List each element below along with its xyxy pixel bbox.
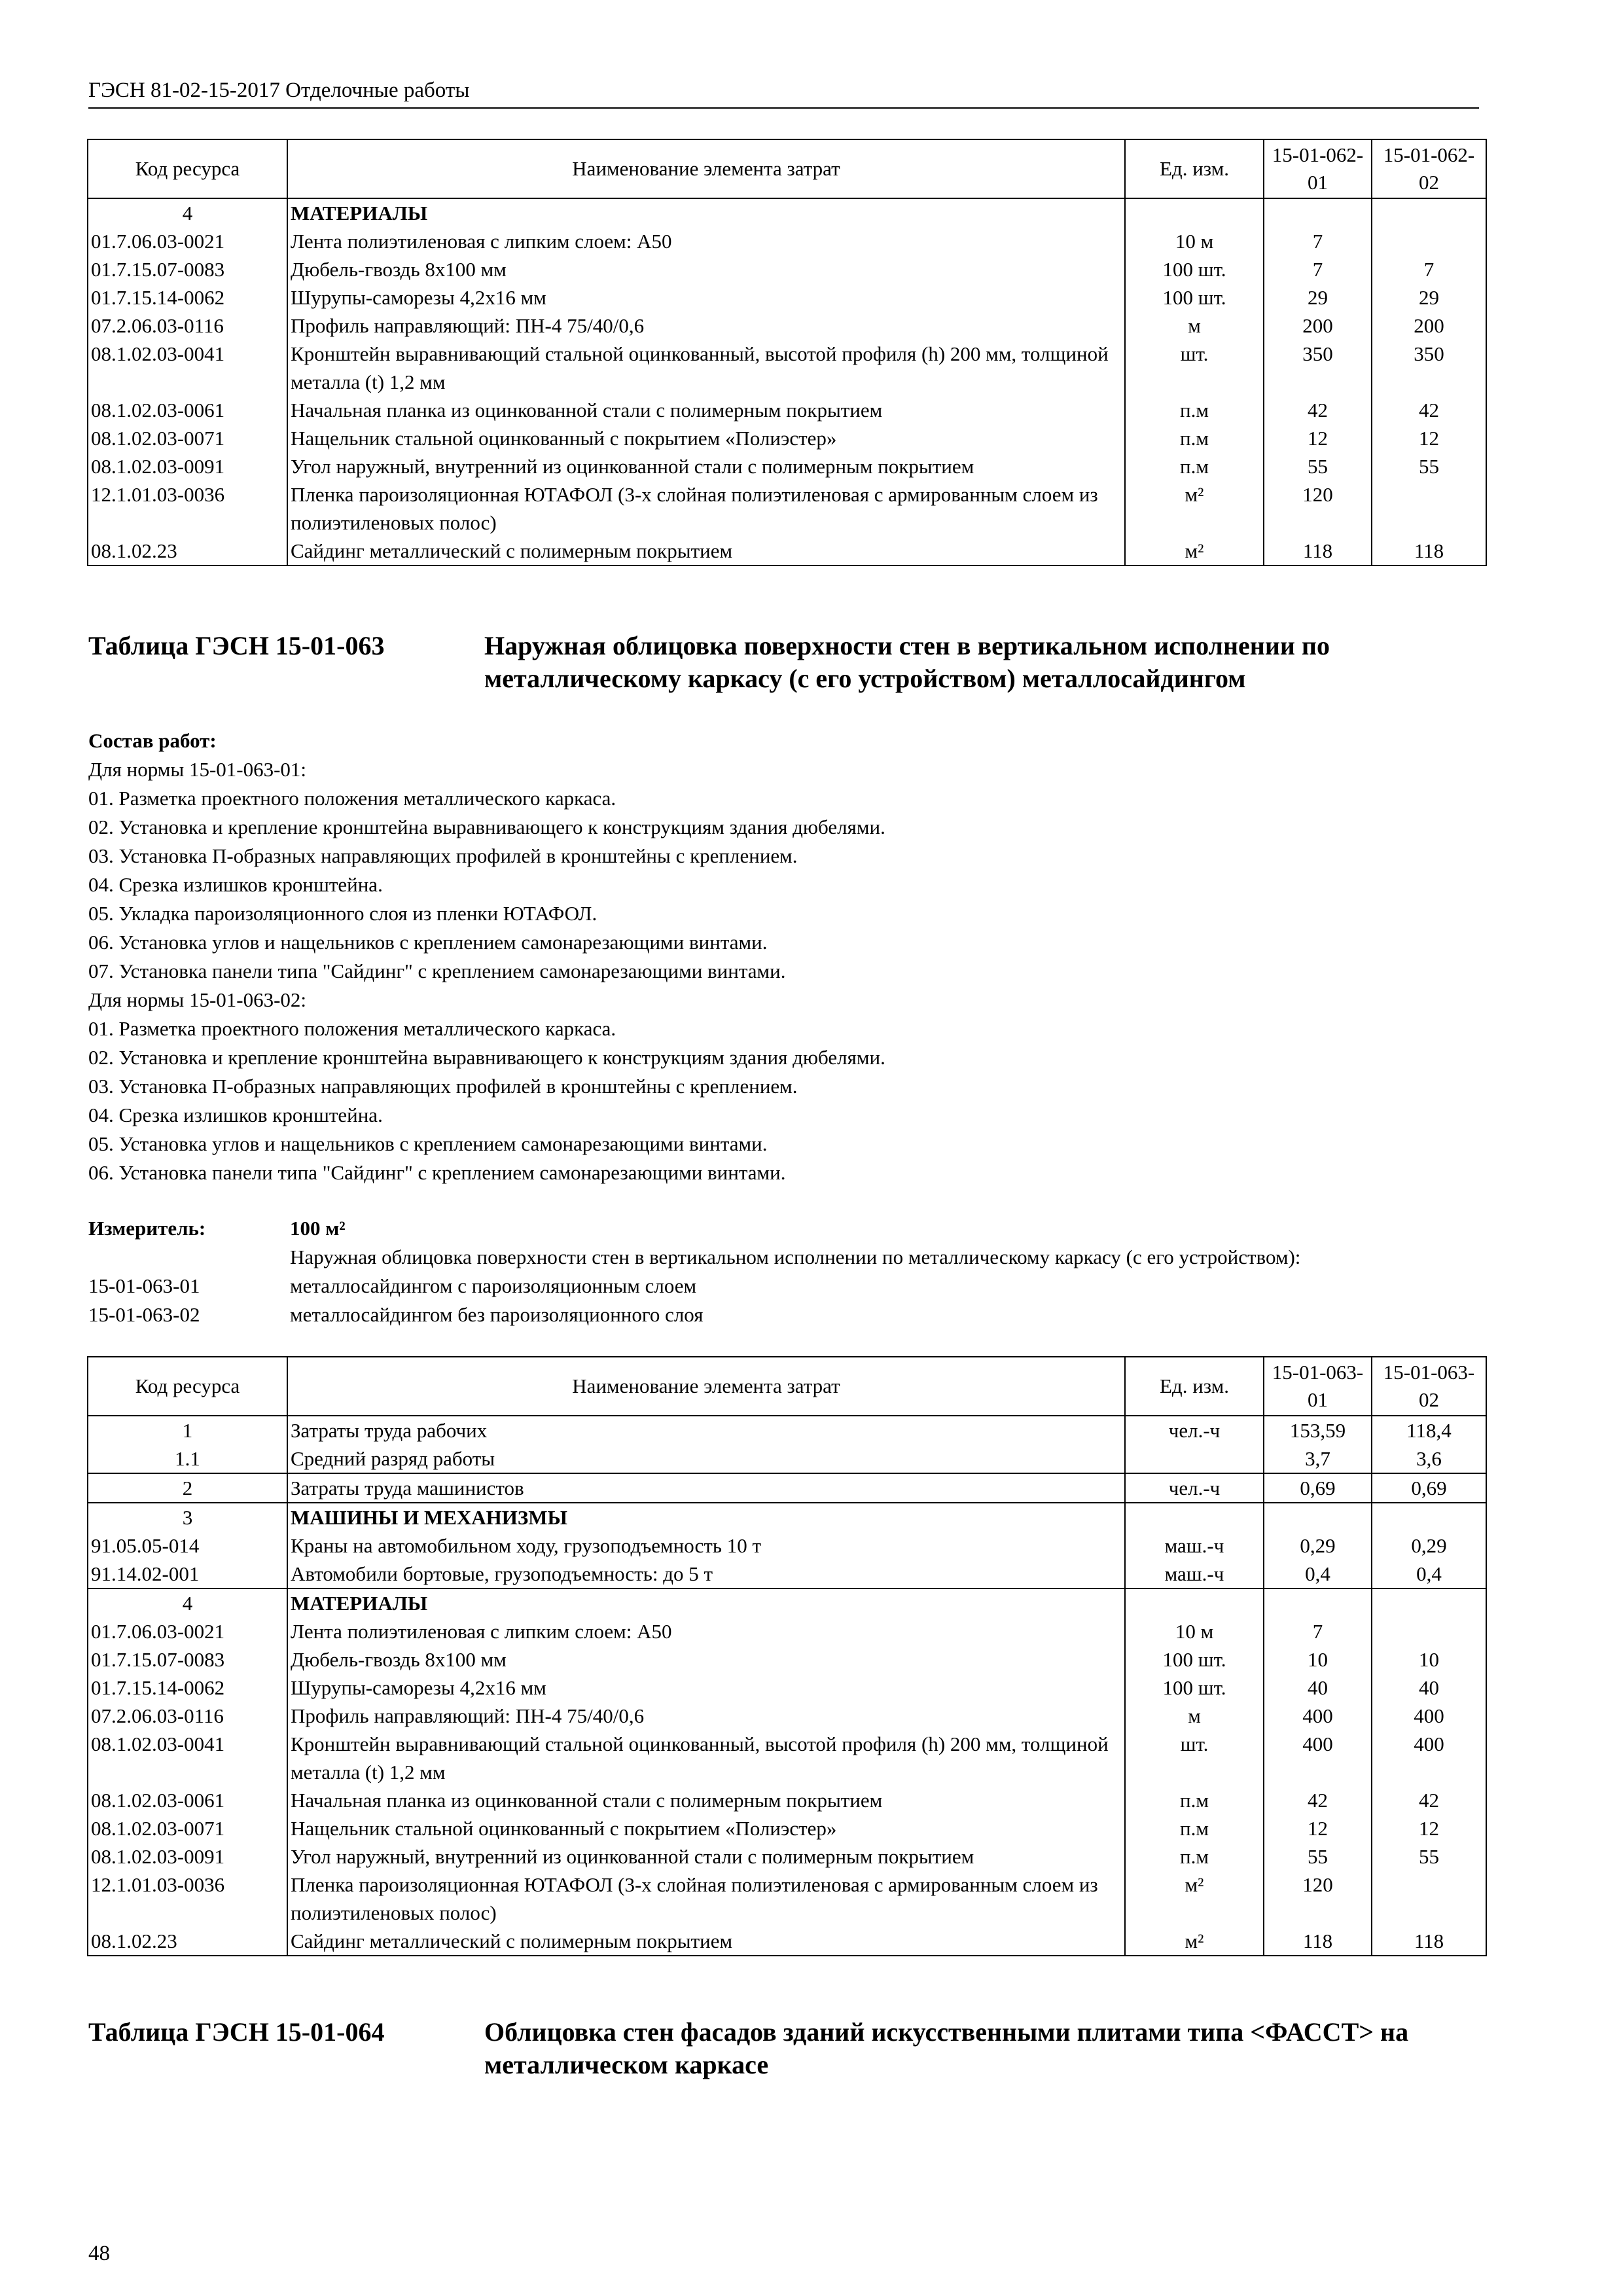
meter-block [88,1214,1482,1329]
resource-code: 1.1 [88,1444,287,1473]
resource-name: Начальная планка из оцинкованной стали с полимерным покрытием [287,1786,1125,1814]
table-row [88,255,1486,283]
value-norm-2: 118 [1372,1927,1486,1956]
work-item: 04. Срезка излишков кронштейна. [88,873,383,896]
table-row [88,1645,1486,1674]
table-row [88,396,1486,424]
resource-unit: м [1125,1702,1264,1730]
resource-code: 12.1.01.03-0036 [88,1871,287,1927]
col-name-header: Наименование элемента затрат [287,1357,1125,1416]
resource-code: 08.1.02.03-0091 [88,452,287,480]
meter-description: Наружная облицовка поверхности стен в вертикальном исполнении по металлическому каркасу (с его устройством): [290,1246,1301,1268]
page-number: 48 [88,2242,110,2265]
meter-label: Измеритель: [88,1217,206,1240]
table-row [88,1730,1486,1786]
value-norm-2 [1372,1617,1486,1645]
resource-name: Сайдинг металлический с полимерным покрытием [287,1927,1125,1956]
value-norm-1: 42 [1264,1786,1372,1814]
value-norm-1: 10 [1264,1645,1372,1674]
table-row [88,312,1486,340]
table-row [88,283,1486,312]
resource-code: 08.1.02.03-0071 [88,424,287,452]
value-norm-1: 120 [1264,1871,1372,1927]
value-norm-1: 12 [1264,424,1372,452]
work-item: 02. Установка и крепление кронштейна выравнивающего к конструкциям здания дюбелями. [88,816,885,838]
work-item: 02. Установка и крепление кронштейна выравнивающего к конструкциям здания дюбелями. [88,1046,885,1069]
work-composition [88,726,1463,1187]
table-row [88,1927,1486,1956]
value-norm-1: 55 [1264,1842,1372,1871]
value-norm-1: 0,69 [1264,1473,1372,1503]
table-title-text: Облицовка стен фасадов зданий искусственными плитами типа <ФАССТ> на металлическом каркасе [484,2017,1409,2079]
table-row [88,537,1486,565]
resource-code: 07.2.06.03-0116 [88,1702,287,1730]
value-norm-1: 12 [1264,1814,1372,1842]
table-header-row [88,1357,1486,1416]
resource-code: 4 [88,198,287,227]
resource-name: МАШИНЫ И МЕХАНИЗМЫ [287,1503,1125,1532]
resource-name: Дюбель-гвоздь 8х100 мм [287,1645,1125,1674]
table-row [88,1702,1486,1730]
table-title-text: Наружная облицовка поверхности стен в вертикальном исполнении по металлическому каркасу (с его устройством) металлосайдингом [484,631,1330,693]
col-norm2-header: 15-01-063-02 [1372,1357,1486,1416]
resource-code: 91.14.02-001 [88,1560,287,1588]
table-row [88,1444,1486,1473]
resource-table-063 [87,1356,1487,1956]
resource-name: Шурупы-саморезы 4,2х16 мм [287,1674,1125,1702]
work-composition-heading: Состав работ: [88,729,217,752]
resource-name: Сайдинг металлический с полимерным покрытием [287,537,1125,565]
value-norm-2: 42 [1372,1786,1486,1814]
table-row [88,1503,1486,1532]
resource-unit: п.м [1125,1786,1264,1814]
work-item: 05. Укладка пароизоляционного слоя из пленки ЮТАФОЛ. [88,902,597,925]
value-norm-1 [1264,198,1372,227]
col-norm2-header: 15-01-062-02 [1372,139,1486,198]
resource-name: Кронштейн выравнивающий стальной оцинкованный, высотой профиля (h) 200 мм, толщиной металла (t) 1,2 мм [287,1730,1125,1786]
resource-name: Пленка пароизоляционная ЮТАФОЛ (3-х слойная полиэтиленовая с армированным слоем из полиэтиленовых полос) [287,1871,1125,1927]
col-code-header: Код ресурса [88,139,287,198]
value-norm-2 [1372,1503,1486,1532]
work-item: 01. Разметка проектного положения металлического каркаса. [88,1017,616,1040]
table-row [88,198,1486,227]
resource-code: 07.2.06.03-0116 [88,312,287,340]
resource-unit [1125,1444,1264,1473]
resource-name: Начальная планка из оцинкованной стали с полимерным покрытием [287,396,1125,424]
value-norm-1: 7 [1264,227,1372,255]
table-row [88,1871,1486,1927]
resource-code: 2 [88,1473,287,1503]
value-norm-1: 0,4 [1264,1560,1372,1588]
value-norm-1: 118 [1264,1927,1372,1956]
resource-code: 01.7.15.07-0083 [88,255,287,283]
meter-value: 100 м² [290,1217,346,1240]
value-norm-1: 55 [1264,452,1372,480]
resource-code: 3 [88,1503,287,1532]
resource-code: 1 [88,1416,287,1444]
resource-unit: 100 шт. [1125,1674,1264,1702]
table-title-label: Таблица ГЭСН 15-01-063 [88,631,385,660]
table-row [88,1842,1486,1871]
work-item: 06. Установка углов и нащельников с креплением самонарезающими винтами. [88,931,768,954]
value-norm-2: 12 [1372,424,1486,452]
table-header-row [88,139,1486,198]
table-row [88,1617,1486,1645]
resource-name: Нащельник стальной оцинкованный с покрытием «Полиэстер» [287,1814,1125,1842]
resource-name: Пленка пароизоляционная ЮТАФОЛ (3-х слойная полиэтиленовая с армированным слоем из полиэтиленовых полос) [287,480,1125,537]
resource-name: Затраты труда рабочих [287,1416,1125,1444]
value-norm-1: 7 [1264,255,1372,283]
resource-unit: м² [1125,537,1264,565]
variant-text: металлосайдингом с пароизоляционным слоем [290,1274,697,1297]
resource-name: Шурупы-саморезы 4,2х16 мм [287,283,1125,312]
resource-code: 08.1.02.03-0091 [88,1842,287,1871]
resource-code: 08.1.02.03-0041 [88,1730,287,1786]
table-row [88,340,1486,396]
value-norm-2: 55 [1372,452,1486,480]
work-item: 05. Установка углов и нащельников с креплением самонарезающими винтами. [88,1132,768,1155]
resource-unit: м² [1125,1927,1264,1956]
resource-code: 01.7.15.07-0083 [88,1645,287,1674]
value-norm-2: 42 [1372,396,1486,424]
resource-name: Средний разряд работы [287,1444,1125,1473]
resource-unit: м² [1125,480,1264,537]
resource-code: 4 [88,1588,287,1617]
value-norm-1: 7 [1264,1617,1372,1645]
resource-code: 01.7.15.14-0062 [88,283,287,312]
resource-name: МАТЕРИАЛЫ [287,198,1125,227]
resource-unit: шт. [1125,1730,1264,1786]
value-norm-2: 10 [1372,1645,1486,1674]
variant-code: 15-01-063-02 [88,1303,200,1326]
value-norm-1 [1264,1588,1372,1617]
table-row [88,1560,1486,1588]
resource-unit: м [1125,312,1264,340]
resource-name: Профиль направляющий: ПН-4 75/40/0,6 [287,312,1125,340]
table-row [88,480,1486,537]
resource-code: 08.1.02.03-0061 [88,396,287,424]
value-norm-2: 0,29 [1372,1532,1486,1560]
value-norm-1: 120 [1264,480,1372,537]
resource-code: 12.1.01.03-0036 [88,480,287,537]
resource-unit: маш.-ч [1125,1532,1264,1560]
resource-name: МАТЕРИАЛЫ [287,1588,1125,1617]
value-norm-2: 29 [1372,283,1486,312]
value-norm-1: 29 [1264,283,1372,312]
value-norm-2: 118,4 [1372,1416,1486,1444]
value-norm-2: 350 [1372,340,1486,396]
value-norm-1: 42 [1264,396,1372,424]
value-norm-2 [1372,198,1486,227]
resource-unit [1125,1503,1264,1532]
table-row [88,1473,1486,1503]
value-norm-1: 350 [1264,340,1372,396]
resource-name: Краны на автомобильном ходу, грузоподъемность 10 т [287,1532,1125,1560]
resource-code: 01.7.06.03-0021 [88,1617,287,1645]
value-norm-1: 0,29 [1264,1532,1372,1560]
resource-unit: п.м [1125,1842,1264,1871]
value-norm-1: 118 [1264,537,1372,565]
resource-unit: чел.-ч [1125,1473,1264,1503]
value-norm-1: 200 [1264,312,1372,340]
variant-text: металлосайдингом без пароизоляционного слоя [290,1303,704,1326]
resource-unit: 10 м [1125,1617,1264,1645]
resource-code: 08.1.02.03-0041 [88,340,287,396]
resource-unit: п.м [1125,424,1264,452]
resource-unit: 100 шт. [1125,255,1264,283]
resource-name: Лента полиэтиленовая с липким слоем: А50 [287,227,1125,255]
col-norm1-header: 15-01-063-01 [1264,1357,1372,1416]
value-norm-2: 55 [1372,1842,1486,1871]
value-norm-2: 400 [1372,1730,1486,1786]
resource-unit: п.м [1125,1814,1264,1842]
value-norm-2: 0,69 [1372,1473,1486,1503]
resource-unit: м² [1125,1871,1264,1927]
resource-unit: 10 м [1125,227,1264,255]
resource-unit [1125,198,1264,227]
table-row [88,1786,1486,1814]
resource-name: Кронштейн выравнивающий стальной оцинкованный, высотой профиля (h) 200 мм, толщиной металла (t) 1,2 мм [287,340,1125,396]
value-norm-1: 40 [1264,1674,1372,1702]
resource-name: Автомобили бортовые, грузоподъемность: до 5 т [287,1560,1125,1588]
table-title-label: Таблица ГЭСН 15-01-064 [88,2017,385,2047]
value-norm-1: 400 [1264,1702,1372,1730]
value-norm-2: 40 [1372,1674,1486,1702]
resource-name: Затраты труда машинистов [287,1473,1125,1503]
resource-name: Угол наружный, внутренний из оцинкованной стали с полимерным покрытием [287,452,1125,480]
col-norm1-header: 15-01-062-01 [1264,139,1372,198]
table-row [88,1814,1486,1842]
value-norm-2 [1372,480,1486,537]
table-row [88,1588,1486,1617]
resource-unit: 100 шт. [1125,283,1264,312]
value-norm-2: 7 [1372,255,1486,283]
resource-unit: 100 шт. [1125,1645,1264,1674]
value-norm-2: 12 [1372,1814,1486,1842]
resource-unit [1125,1588,1264,1617]
resource-unit: п.м [1125,452,1264,480]
resource-unit: чел.-ч [1125,1416,1264,1444]
table-row [88,227,1486,255]
value-norm-1: 3,7 [1264,1444,1372,1473]
resource-name: Угол наружный, внутренний из оцинкованной стали с полимерным покрытием [287,1842,1125,1871]
work-item: 04. Срезка излишков кронштейна. [88,1103,383,1126]
table-row [88,424,1486,452]
page-header: ГЭСН 81-02-15-2017 Отделочные работы [88,77,1479,109]
value-norm-1: 153,59 [1264,1416,1372,1444]
resource-code: 08.1.02.03-0061 [88,1786,287,1814]
resource-name: Профиль направляющий: ПН-4 75/40/0,6 [287,1702,1125,1730]
col-unit-header: Ед. изм. [1125,1357,1264,1416]
resource-table-062 [87,139,1487,566]
work-item: 07. Установка панели типа "Сайдинг" с креплением самонарезающими винтами. [88,960,786,982]
value-norm-2 [1372,227,1486,255]
resource-name: Лента полиэтиленовая с липким слоем: А50 [287,1617,1125,1645]
value-norm-2: 200 [1372,312,1486,340]
resource-code: 08.1.02.23 [88,1927,287,1956]
work-item: 03. Установка П-образных направляющих профилей в кронштейны с креплением. [88,844,798,867]
value-norm-2: 118 [1372,537,1486,565]
value-norm-1: 400 [1264,1730,1372,1786]
norm-2-label: Для нормы 15-01-063-02: [88,988,307,1011]
resource-unit: маш.-ч [1125,1560,1264,1588]
norm-1-label: Для нормы 15-01-063-01: [88,758,307,781]
value-norm-2: 400 [1372,1702,1486,1730]
work-item: 01. Разметка проектного положения металлического каркаса. [88,787,616,810]
table-row [88,1416,1486,1444]
col-unit-header: Ед. изм. [1125,139,1264,198]
table-row [88,1674,1486,1702]
resource-code: 01.7.06.03-0021 [88,227,287,255]
resource-name: Нащельник стальной оцинкованный с покрытием «Полиэстер» [287,424,1125,452]
col-code-header: Код ресурса [88,1357,287,1416]
value-norm-2: 3,6 [1372,1444,1486,1473]
resource-code: 91.05.05-014 [88,1532,287,1560]
resource-unit: п.м [1125,396,1264,424]
value-norm-2: 0,4 [1372,1560,1486,1588]
variant-code: 15-01-063-01 [88,1274,200,1297]
table-row [88,1532,1486,1560]
work-item: 06. Установка панели типа "Сайдинг" с креплением самонарезающими винтами. [88,1161,786,1184]
value-norm-1 [1264,1503,1372,1532]
table-row [88,452,1486,480]
resource-name: Дюбель-гвоздь 8х100 мм [287,255,1125,283]
resource-code: 08.1.02.23 [88,537,287,565]
col-name-header: Наименование элемента затрат [287,139,1125,198]
work-item: 03. Установка П-образных направляющих профилей в кронштейны с креплением. [88,1075,798,1098]
resource-unit: шт. [1125,340,1264,396]
resource-code: 01.7.15.14-0062 [88,1674,287,1702]
resource-code: 08.1.02.03-0071 [88,1814,287,1842]
value-norm-2 [1372,1871,1486,1927]
value-norm-2 [1372,1588,1486,1617]
